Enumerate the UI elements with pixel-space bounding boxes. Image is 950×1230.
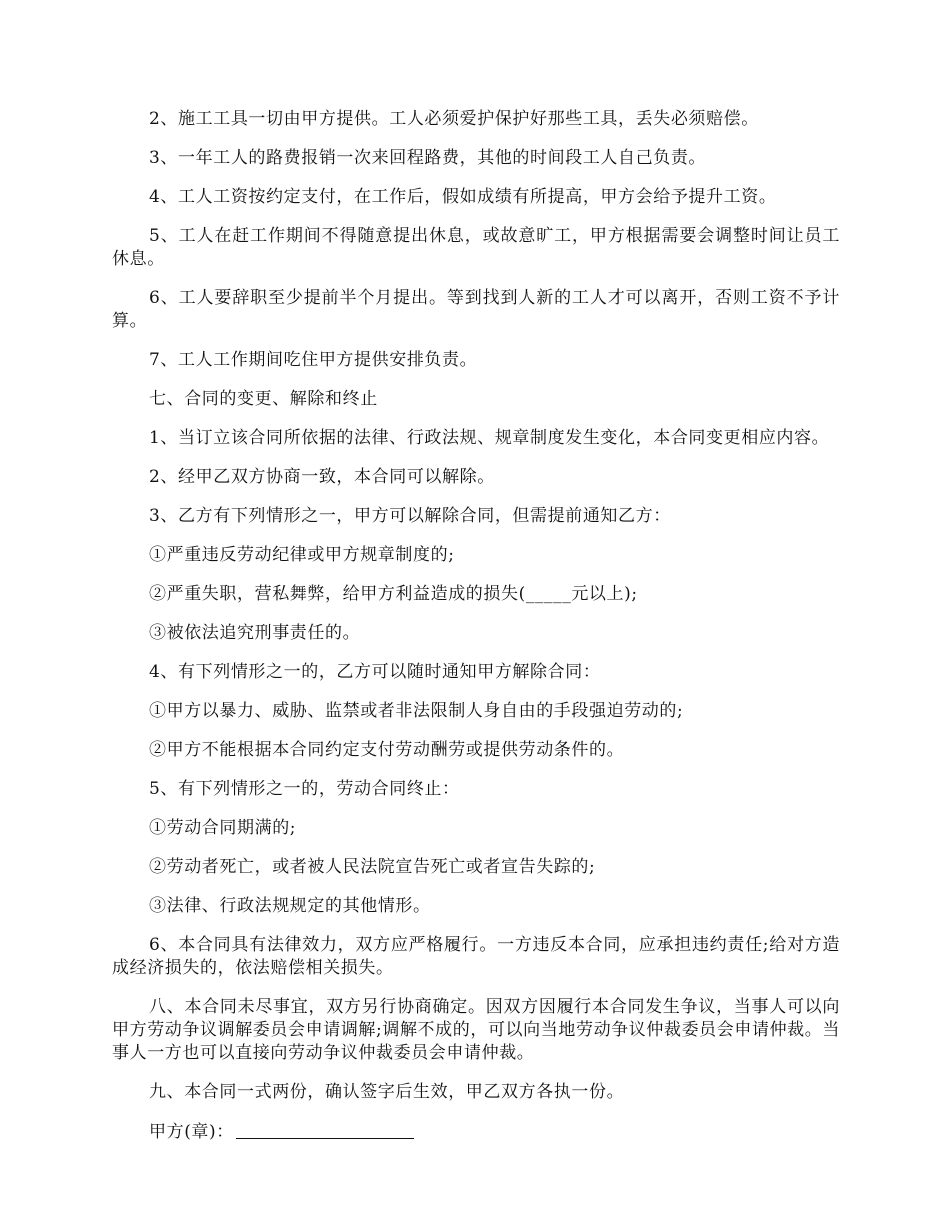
clause-5-rest: 5、工人在赶工作期间不得随意提出休息，或故意旷工，甲方根据需要会调整时间让员工休息。 <box>112 226 840 269</box>
clause-7-board: 7、工人工作期间吃住甲方提供安排负责。 <box>149 350 478 370</box>
signature-line <box>236 1120 414 1139</box>
item-5-sub-3: ③法律、行政法规规定的其他情形。 <box>149 896 431 916</box>
clause-3-travel: 3、一年工人的路费报销一次来回程路费，其他的时间段工人自己负责。 <box>149 148 707 168</box>
item-5-sub-1: ①劳动合同期满的; <box>149 818 297 838</box>
clause-2-tools: 2、施工工具一切由甲方提供。工人必须爱护保护好那些工具，丢失必须赔偿。 <box>149 109 759 129</box>
section-7-item-6: 6、本合同具有法律效力，双方应严格履行。一方违反本合同，应承担违约责任;给对方造成经济损失的，依法赔偿相关损失。 <box>112 935 840 978</box>
section-7-item-2: 2、经甲乙双方协商一致，本合同可以解除。 <box>149 467 495 487</box>
section-7-item-4: 4、有下列情形之一的，乙方可以随时通知甲方解除合同： <box>149 662 601 682</box>
clause-4-wages: 4、工人工资按约定支付，在工作后，假如成绩有所提高，甲方会给予提升工资。 <box>149 187 777 207</box>
section-7-item-3: 3、乙方有下列情形之一，甲方可以解除合同，但需提前通知乙方： <box>149 506 671 526</box>
section-8-paragraph: 八、本合同未尽事宜，双方另行协商确定。因双方因履行本合同发生争议，当事人可以向甲方劳动争议调解委员会申请调解;调解不成的，可以向当地劳动争议仲裁委员会申请仲裁。当事人一方也可以直接向劳动争议仲裁委员会申请仲裁。 <box>112 997 840 1063</box>
item-3-sub-2: ②严重失职，营私舞弊，给甲方利益造成的损失(_____元以上); <box>149 584 638 604</box>
item-4-sub-2: ②甲方不能根据本合同约定支付劳动酬劳或提供劳动条件的。 <box>149 740 625 760</box>
section-7-item-1: 1、当订立该合同所依据的法律、行政法规、规章制度发生变化，本合同变更相应内容。 <box>149 428 830 448</box>
item-3-sub-1: ①严重违反劳动纪律或甲方规章制度的; <box>149 545 455 565</box>
section-7-heading: 七、合同的变更、解除和终止 <box>149 389 378 409</box>
signature-label: 甲方(章)： <box>149 1122 234 1142</box>
section-7-item-5: 5、有下列情形之一的，劳动合同终止： <box>149 779 460 799</box>
item-4-sub-1: ①甲方以暴力、威胁、监禁或者非法限制人身自由的手段强迫劳动的; <box>149 701 684 721</box>
section-9-paragraph: 九、本合同一式两份，确认签字后生效，甲乙双方各执一份。 <box>149 1082 625 1102</box>
item-5-sub-2: ②劳动者死亡，或者被人民法院宣告死亡或者宣告失踪的; <box>149 857 596 877</box>
document-page <box>112 108 840 1160</box>
signature-row <box>112 1120 840 1144</box>
item-3-sub-3: ③被依法追究刑事责任的。 <box>149 623 361 643</box>
clause-6-resign: 6、工人要辞职至少提前半个月提出。等到找到人新的工人才可以离开，否则工资不予计算。 <box>112 288 840 331</box>
